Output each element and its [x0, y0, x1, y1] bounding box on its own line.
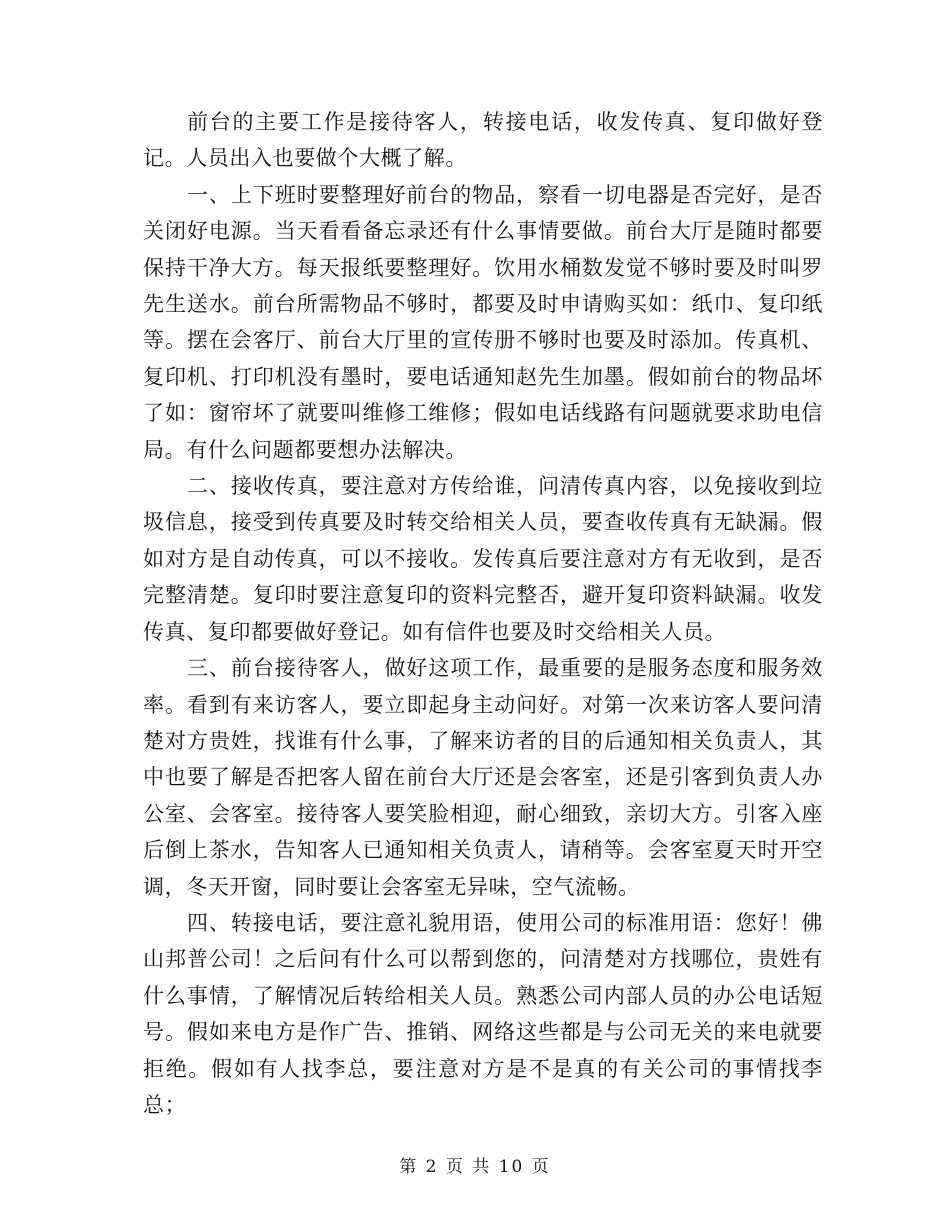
- paragraph-section-4: 四、转接电话，要注意礼貌用语，使用公司的标准用语：您好！佛山邦普公司！之后问有什么可以帮到您的，问清楚对方找哪位，贵姓有什么事情，了解情况后转给相关人员。熟悉公司内部人员的办公电话短号。假如来电方是作广告、推销、网络这些都是与公司无关的来电就要拒绝。假如有人找李总，要注意对方是不是真的有关公司的事情找李总；: [143, 910, 823, 1117]
- document-body: [143, 104, 823, 1123]
- paragraph-intro: 前台的主要工作是接待客人，转接电话，收发传真、复印做好登记。人员出入也要做个大概了解。: [143, 110, 823, 171]
- page-number-footer: 第 2 页 共 10 页: [399, 1157, 551, 1177]
- paragraph-section-3: 三、前台接待客人，做好这项工作，最重要的是服务态度和服务效率。看到有来访客人，要立即起身主动问好。对第一次来访客人要问清楚对方贵姓，找谁有什么事，了解来访者的目的后通知相关负责人，其中也要了解是否把客人留在前台大厅还是会客室，还是引客到负责人办公室、会客室。接待客人要笑脸相迎，耐心细致，亲切大方。引客入座后倒上茶水，告知客人已通知相关负责人，请稍等。会客室夏天时开空调，冬天开窗，同时要让会客室无异味，空气流畅。: [143, 656, 823, 899]
- paragraph-section-2: 二、接收传真，要注意对方传给谁，问清传真内容，以免接收到垃圾信息，接受到传真要及时转交给相关人员，要查收传真有无缺漏。假如对方是自动传真，可以不接收。发传真后要注意对方有无收到，是否完整清楚。复印时要注意复印的资料完整否，避开复印资料缺漏。收发传真、复印都要做好登记。如有信件也要及时交给相关人员。: [143, 474, 823, 644]
- paragraph-section-1: 一、上下班时要整理好前台的物品，察看一切电器是否完好，是否关闭好电源。当天看看备忘录还有什么事情要做。前台大厅是随时都要保持干净大方。每天报纸要整理好。饮用水桶数发觉不够时要及时叫罗先生送水。前台所需物品不够时，都要及时申请购买如：纸巾、复印纸等。摆在会客厅、前台大厅里的宣传册不够时也要及时添加。传真机、复印机、打印机没有墨时，要电话通知赵先生加墨。假如前台的物品坏了如：窗帘坏了就要叫维修工维修；假如电话线路有问题就要求助电信局。有什么问题都要想办法解决。: [143, 182, 823, 462]
